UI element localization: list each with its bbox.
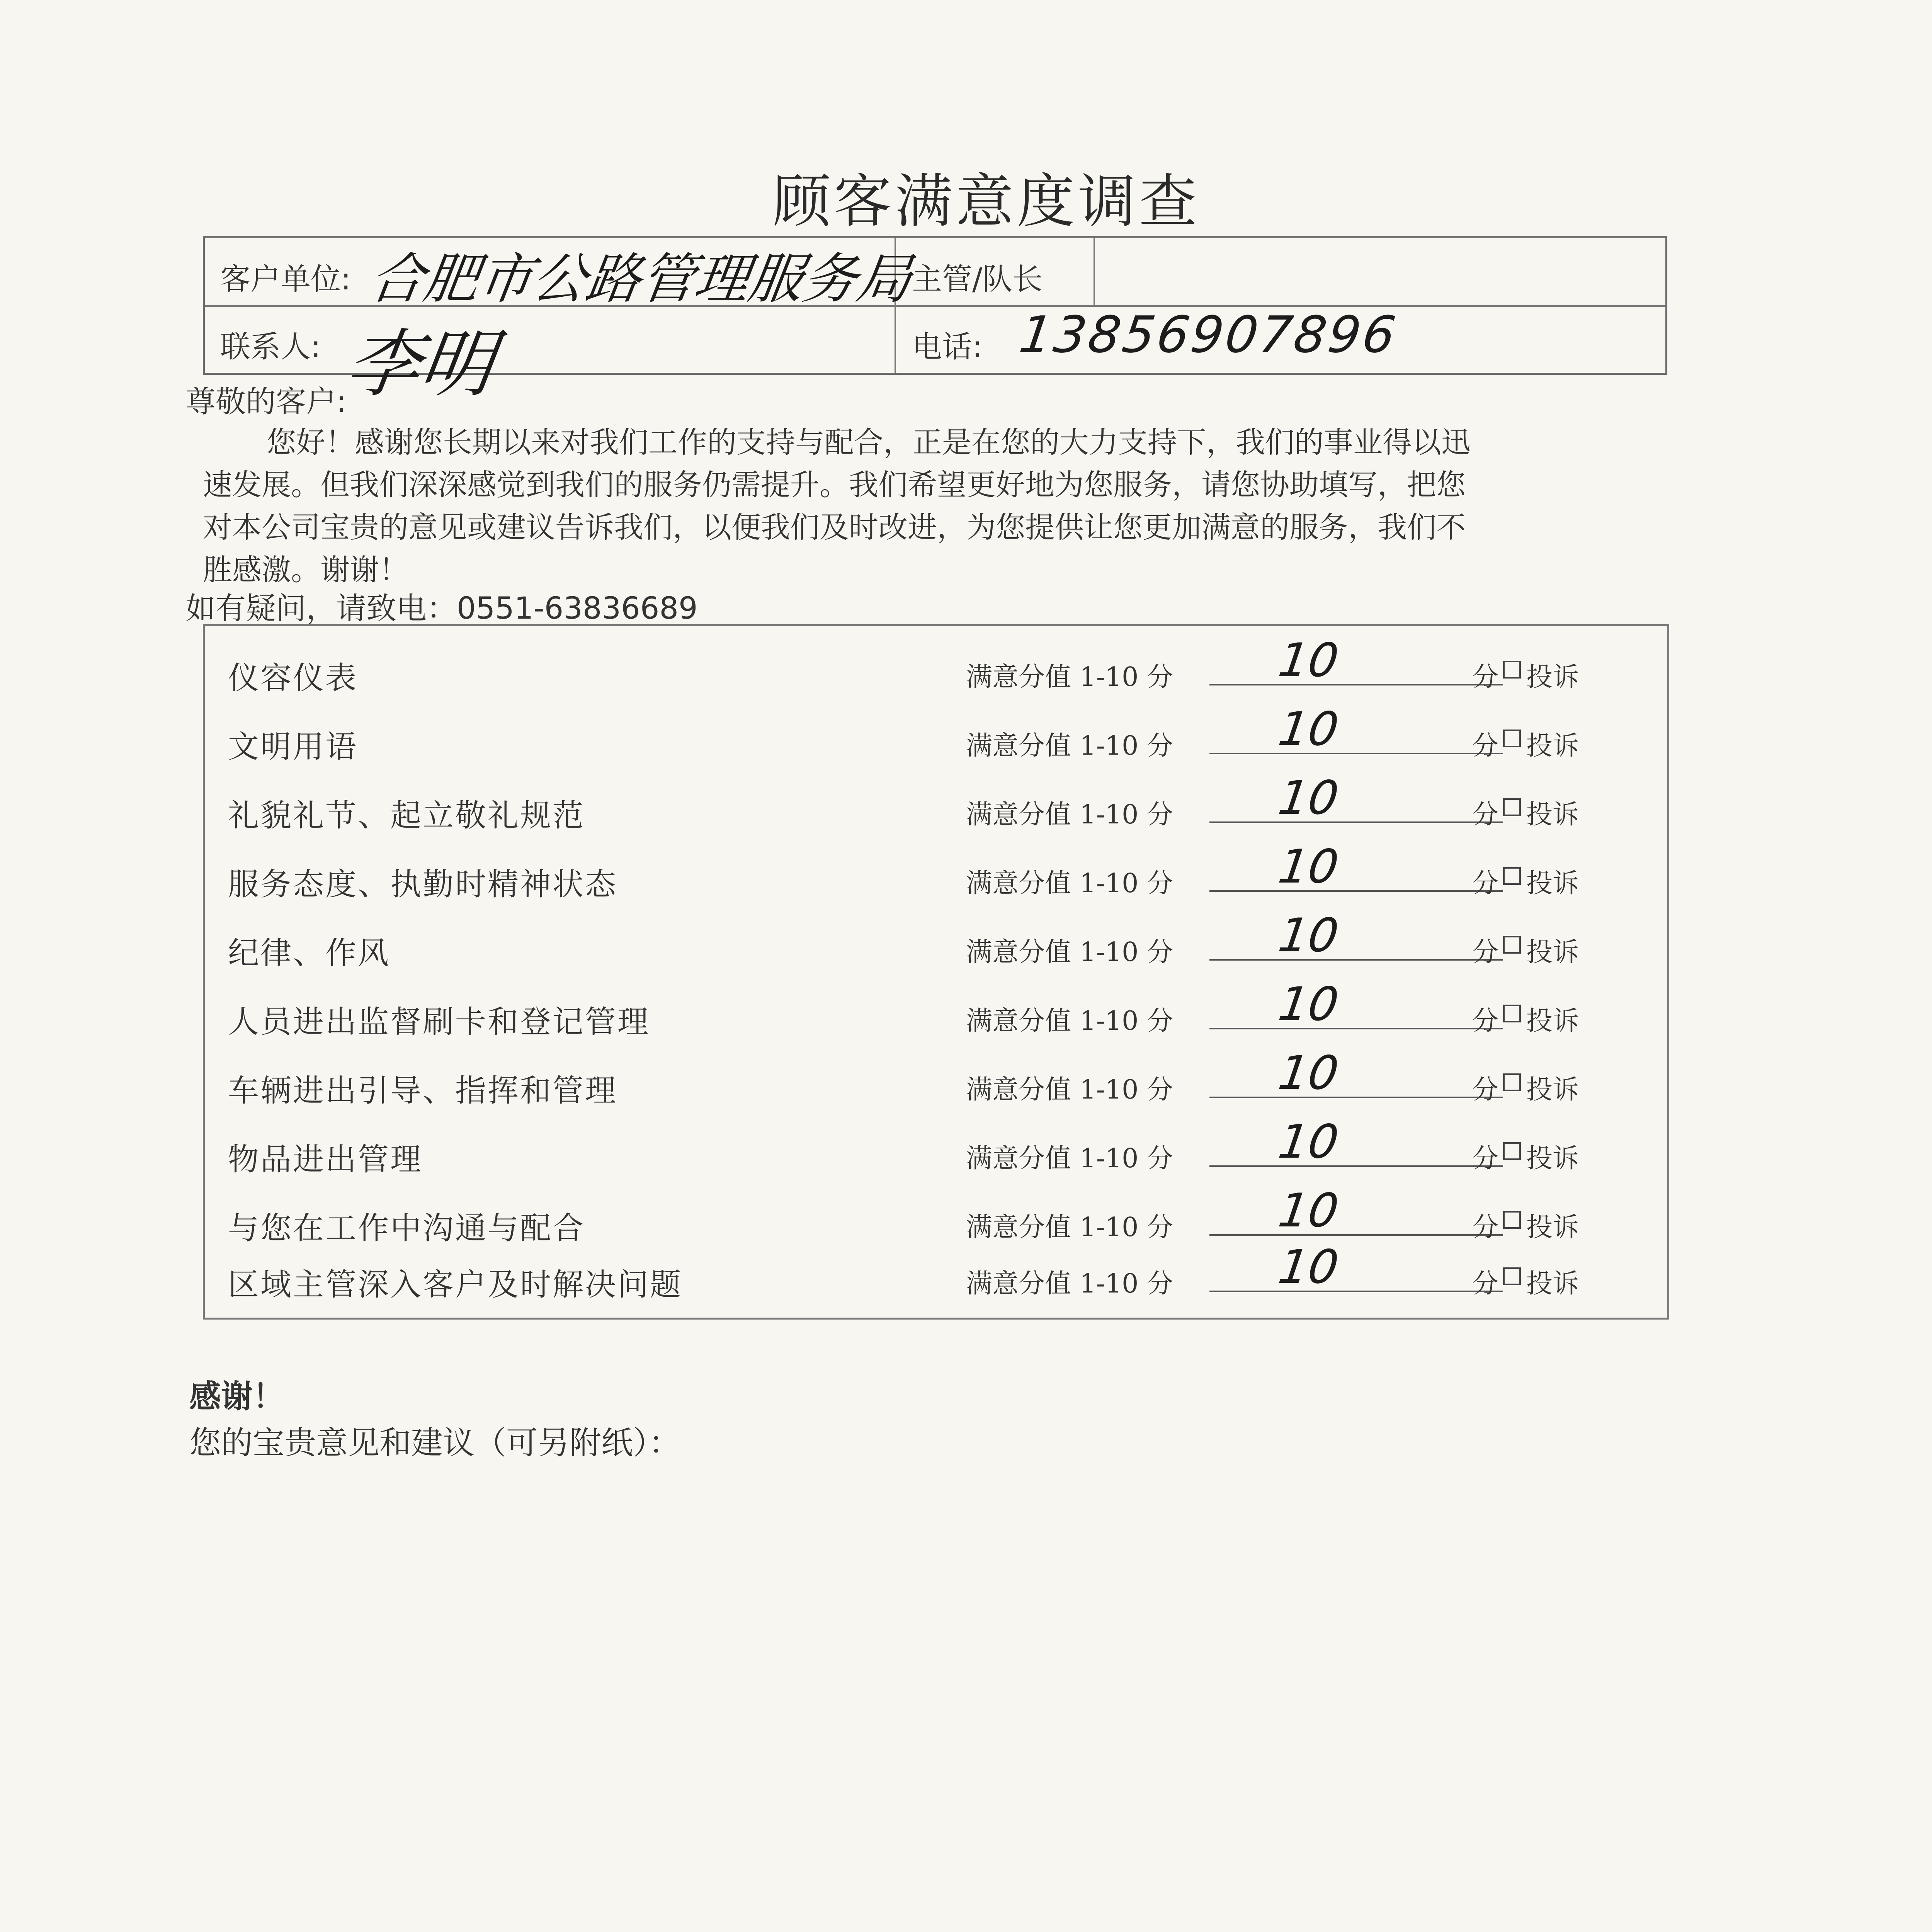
- score-unit: 分: [1472, 799, 1499, 830]
- score-underline: [1209, 1097, 1503, 1098]
- complaint-label: 投诉: [1526, 1212, 1579, 1243]
- rating-range: 满意分值 1-10 分: [966, 1075, 1173, 1105]
- rating-range: 满意分值 1-10 分: [966, 1143, 1173, 1174]
- score-value[interactable]: 10: [1275, 1046, 1342, 1100]
- score-value[interactable]: 10: [1275, 1115, 1342, 1169]
- rating-row: [205, 1046, 1667, 1119]
- score-underline: [1209, 753, 1503, 754]
- score-value[interactable]: 10: [1275, 1240, 1342, 1294]
- score-unit: 分: [1472, 1075, 1499, 1105]
- contact-label: 联系人:: [220, 330, 321, 364]
- complaint-checkbox[interactable]: [1503, 1211, 1521, 1229]
- page-title: 顾客满意度调查: [772, 168, 1200, 235]
- customer-unit-label: 客户单位:: [220, 262, 351, 297]
- score-value[interactable]: 10: [1275, 840, 1342, 894]
- score-underline: [1209, 1291, 1503, 1292]
- score-underline: [1209, 1234, 1503, 1236]
- complaint-checkbox[interactable]: [1503, 1005, 1521, 1022]
- suggestion-label: 您的宝贵意见和建议（可另附纸）：: [189, 1425, 681, 1461]
- rating-range: 满意分值 1-10 分: [966, 662, 1173, 692]
- score-unit: 分: [1472, 1006, 1499, 1036]
- complaint-checkbox[interactable]: [1503, 798, 1521, 816]
- rating-row: [205, 840, 1667, 913]
- rating-item: 服务态度、执勤时精神状态: [228, 866, 617, 902]
- score-value[interactable]: 10: [1275, 771, 1342, 825]
- score-value[interactable]: 10: [1275, 909, 1342, 963]
- rating-row: [205, 909, 1667, 981]
- letter-line: 对本公司宝贵的意见或建议告诉我们，以便我们及时改进，为您提供让您更加满意的服务，我们不: [203, 510, 1466, 544]
- supervisor-label: 主管/队长: [912, 262, 1043, 297]
- score-underline: [1209, 959, 1503, 961]
- complaint-label: 投诉: [1526, 1006, 1579, 1036]
- complaint-label: 投诉: [1526, 662, 1579, 692]
- score-value[interactable]: 10: [1275, 634, 1342, 687]
- complaint-checkbox[interactable]: [1503, 1073, 1521, 1091]
- score-unit: 分: [1472, 1143, 1499, 1174]
- contact-phone-line: 如有疑问，请致电：0551-63836689: [185, 591, 698, 626]
- rating-item: 区域主管深入客户及时解决问题: [228, 1267, 682, 1303]
- complaint-label: 投诉: [1526, 731, 1579, 761]
- rating-range: 满意分值 1-10 分: [966, 1212, 1173, 1243]
- rating-item: 人员进出监督刷卡和登记管理: [228, 1004, 650, 1040]
- score-unit: 分: [1472, 662, 1499, 692]
- phone-value[interactable]: 13856907896: [1016, 305, 1401, 364]
- complaint-checkbox[interactable]: [1503, 1142, 1521, 1160]
- score-underline: [1209, 684, 1503, 685]
- complaint-checkbox[interactable]: [1503, 1267, 1521, 1285]
- complaint-label: 投诉: [1526, 1075, 1579, 1105]
- score-unit: 分: [1472, 937, 1499, 968]
- score-unit: 分: [1472, 1212, 1499, 1243]
- rating-range: 满意分值 1-10 分: [966, 1006, 1173, 1036]
- rating-item: 物品进出管理: [228, 1141, 423, 1177]
- rating-row: [205, 1240, 1667, 1313]
- score-underline: [1209, 1165, 1503, 1167]
- complaint-checkbox[interactable]: [1503, 936, 1521, 954]
- complaint-checkbox[interactable]: [1503, 867, 1521, 885]
- complaint-label: 投诉: [1526, 1269, 1579, 1299]
- score-unit: 分: [1472, 868, 1499, 899]
- rating-item: 文明用语: [228, 729, 358, 765]
- score-value[interactable]: 10: [1275, 1184, 1342, 1238]
- score-underline: [1209, 890, 1503, 892]
- rating-range: 满意分值 1-10 分: [966, 1269, 1173, 1299]
- rating-table: [203, 624, 1669, 1320]
- complaint-label: 投诉: [1526, 799, 1579, 830]
- thanks-text: 感谢！: [189, 1378, 285, 1415]
- rating-item: 与您在工作中沟通与配合: [228, 1210, 585, 1246]
- rating-row: [205, 702, 1667, 775]
- rating-item: 仪容仪表: [228, 660, 358, 696]
- complaint-label: 投诉: [1526, 1143, 1579, 1174]
- phone-label: 电话:: [912, 330, 983, 364]
- rating-item: 礼貌礼节、起立敬礼规范: [228, 798, 585, 833]
- rating-range: 满意分值 1-10 分: [966, 868, 1173, 899]
- rating-row: [205, 1115, 1667, 1188]
- rating-item: 车辆进出引导、指挥和管理: [228, 1073, 617, 1109]
- letter-line: 您好！感谢您长期以来对我们工作的支持与配合，正是在您的大力支持下，我们的事业得以迅: [267, 425, 1471, 459]
- suggestion-area[interactable]: [189, 1476, 1658, 1932]
- score-unit: 分: [1472, 731, 1499, 761]
- rating-row: [205, 634, 1667, 706]
- rating-row: [205, 978, 1667, 1050]
- greeting: 尊敬的客户:: [185, 384, 347, 419]
- table-divider: [1094, 238, 1095, 305]
- score-value[interactable]: 10: [1275, 702, 1342, 756]
- rating-range: 满意分值 1-10 分: [966, 731, 1173, 761]
- score-underline: [1209, 821, 1503, 823]
- letter-line: 速发展。但我们深深感觉到我们的服务仍需提升。我们希望更好地为您服务，请您协助填写，把您: [203, 468, 1466, 502]
- complaint-label: 投诉: [1526, 868, 1579, 899]
- complaint-label: 投诉: [1526, 937, 1579, 968]
- letter-line: 胜感激。谢谢！: [203, 553, 408, 587]
- rating-item: 纪律、作风: [228, 935, 390, 971]
- rating-range: 满意分值 1-10 分: [966, 937, 1173, 968]
- score-unit: 分: [1472, 1269, 1499, 1299]
- rating-row: [205, 771, 1667, 844]
- complaint-checkbox[interactable]: [1503, 730, 1521, 747]
- contact-value[interactable]: 李明: [341, 321, 500, 407]
- customer-unit-value[interactable]: 合肥市公路管理服务局: [366, 248, 916, 311]
- score-underline: [1209, 1028, 1503, 1029]
- score-value[interactable]: 10: [1275, 978, 1342, 1031]
- complaint-checkbox[interactable]: [1503, 661, 1521, 679]
- rating-range: 满意分值 1-10 分: [966, 799, 1173, 830]
